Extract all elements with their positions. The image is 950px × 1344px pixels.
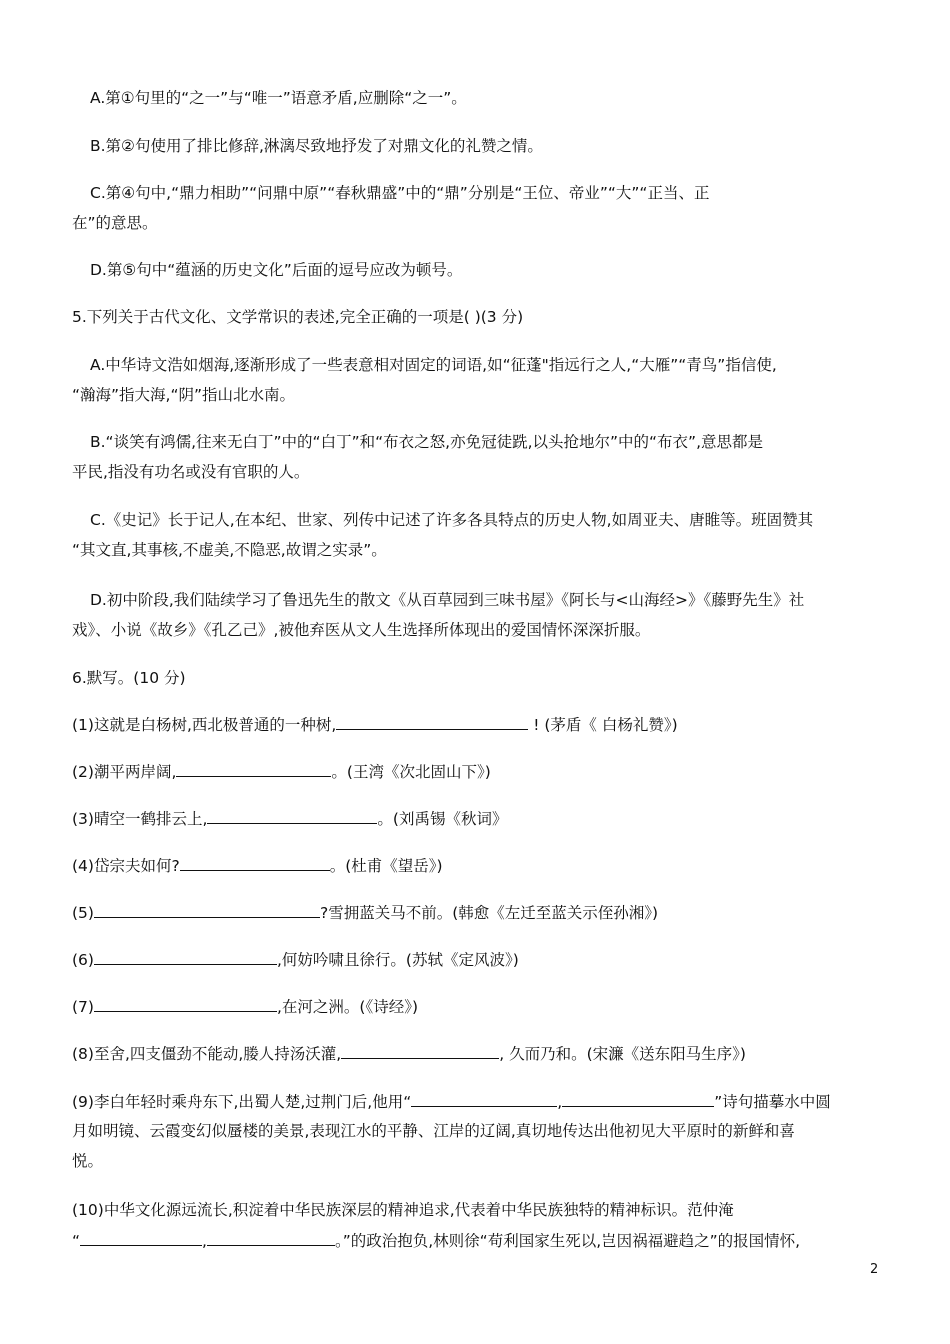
q5-option-a-line2: “瀚海”指大海,“阴”指山北水南。 [72, 386, 296, 404]
answer-blank-5[interactable] [94, 902, 320, 918]
q6-item-9-prefix: (9)李白年轻时乘舟东下,出蜀人楚,过荆门后,他用“ [72, 1093, 412, 1111]
q6-item-9-line3: 悦。 [72, 1152, 104, 1170]
q4-option-b: B.第②句使用了排比修辞,淋漓尽致地抒发了对鼎文化的礼赞之情。 [90, 137, 543, 155]
answer-blank-9b[interactable] [562, 1091, 714, 1107]
q5-option-b-line1: B.“谈笑有鸿儒,往来无白丁”中的“白丁”和“布衣之怒,亦免冠徒跣,以头抢地尔”中的“布衣”,意思都是 [90, 433, 764, 451]
q6-item-8-suffix: , 久而乃和。(宋濂《送东阳马生序》) [499, 1045, 746, 1063]
answer-blank-8[interactable] [341, 1043, 499, 1059]
q4-option-d: D.第⑤句中“蕴涵的历史文化”后面的逗号应改为顿号。 [90, 261, 463, 279]
q6-item-6-prefix: (6) [72, 951, 94, 969]
answer-blank-9a[interactable] [411, 1091, 557, 1107]
q5-option-d-line2: 戏》、小说《故乡》《孔乙己》,被他弃医从文人生选择所体现出的爱国情怀深深折服。 [72, 621, 651, 639]
q6-item-10-separator: , [202, 1232, 207, 1250]
q6-item-9-suffix: ”诗句描摹水中圆 [714, 1093, 831, 1111]
q6-item-3-prefix: (3)晴空一鹤排云上, [72, 810, 208, 828]
q6-item-4 [72, 855, 892, 876]
q4-option-c-line1: C.第④句中,“鼎力相助”“问鼎中原”“春秋鼎盛”中的“鼎”分别是“王位、帝业”“大”“正当、正 [90, 184, 710, 202]
q6-item-8-prefix: (8)至舍,四支僵劲不能动,媵人持汤沃灌, [72, 1045, 342, 1063]
q4-option-a: A.第①句里的“之一”与“唯一”语意矛盾,应删除“之一”。 [90, 89, 467, 107]
answer-blank-7[interactable] [94, 996, 277, 1012]
q6-item-6-suffix: ,何妨吟啸且徐行。(苏轼《定风波》) [276, 951, 519, 969]
q6-item-10-line2 [72, 1230, 892, 1251]
answer-blank-1[interactable] [336, 714, 528, 730]
q6-item-3 [72, 808, 892, 829]
q6-item-9-separator: , [557, 1093, 563, 1111]
q6-item-7 [72, 996, 892, 1017]
q6-item-7-suffix: ,在河之洲。(《诗经》) [276, 998, 418, 1016]
q4-option-c-line2: 在”的意思。 [72, 214, 158, 232]
q6-item-5 [72, 902, 892, 923]
q6-item-9-line1 [72, 1091, 892, 1112]
q5-option-c-line2: “其文直,其事核,不虚美,不隐恶,故谓之实录”。 [72, 541, 387, 559]
q6-item-10-suffix: 。”的政治抱负,林则徐“苟利国家生死以,岂因祸福避趋之”的报国情怀, [334, 1232, 801, 1250]
q6-item-1-suffix: ! (茅盾《 白杨礼赞》) [528, 716, 678, 734]
q6-item-6 [72, 949, 892, 970]
q6-item-2-prefix: (2)潮平两岸阔, [72, 763, 177, 781]
page-number: 2 [870, 1262, 879, 1277]
q6-item-5-prefix: (5) [72, 904, 94, 922]
q6-item-1-prefix: (1)这就是白杨树,西北极普通的一种树, [72, 716, 337, 734]
q6-item-5-suffix: ?雪拥蓝关马不前。(韩愈《左迁至蓝关示侄孙湘》) [319, 904, 659, 922]
q5-option-b-line2: 平民,指没有功名或没有官职的人。 [72, 463, 310, 481]
q5-option-c-line1: C.《史记》长于记人,在本纪、世家、列传中记述了许多各具特点的历史人物,如周亚夫、唐睢等。班固赞其 [90, 511, 814, 529]
q6-item-8 [72, 1043, 892, 1064]
q5-stem: 5.下列关于古代文化、文学常识的表述,完全正确的一项是( )(3 分) [72, 308, 524, 326]
q6-item-9-line2: 月如明镜、云霞变幻似蜃楼的美景,表现江水的平静、江岸的辽阔,真切地传达出他初见大平原时的新鲜和喜 [72, 1122, 795, 1140]
q6-item-2 [72, 761, 892, 782]
answer-blank-10a[interactable] [80, 1230, 202, 1246]
q6-item-10-prefix: “ [72, 1232, 81, 1250]
q6-item-2-suffix: 。(王湾《次北固山下》) [331, 763, 491, 781]
answer-blank-2[interactable] [176, 761, 331, 777]
q6-item-4-suffix: 。(杜甫《望岳》) [329, 857, 443, 875]
answer-blank-6[interactable] [94, 949, 277, 965]
answer-blank-4[interactable] [180, 855, 330, 871]
q6-item-7-prefix: (7) [72, 998, 94, 1016]
q5-option-d-line1: D.初中阶段,我们陆续学习了鲁迅先生的散文《从百草园到三味书屋》《阿长与<山海经>》《藤野先生》社 [90, 591, 805, 609]
q6-item-10-line1: (10)中华文化源远流长,积淀着中华民族深层的精神追求,代表着中华民族独特的精神标识。范仲淹 [72, 1201, 734, 1219]
q6-item-3-suffix: 。(刘禹锡《秋词》 [377, 810, 508, 828]
q6-stem: 6.默写。(10 分) [72, 669, 186, 687]
q5-option-a-line1: A.中华诗文浩如烟海,逐渐形成了一些表意相对固定的词语,如“征蓬"指远行之人,“大雁”“青鸟”指信使, [90, 356, 777, 374]
q6-item-1 [72, 714, 892, 735]
answer-blank-10b[interactable] [207, 1230, 335, 1246]
answer-blank-3[interactable] [207, 808, 377, 824]
q6-item-4-prefix: (4)岱宗夫如何? [72, 857, 180, 875]
